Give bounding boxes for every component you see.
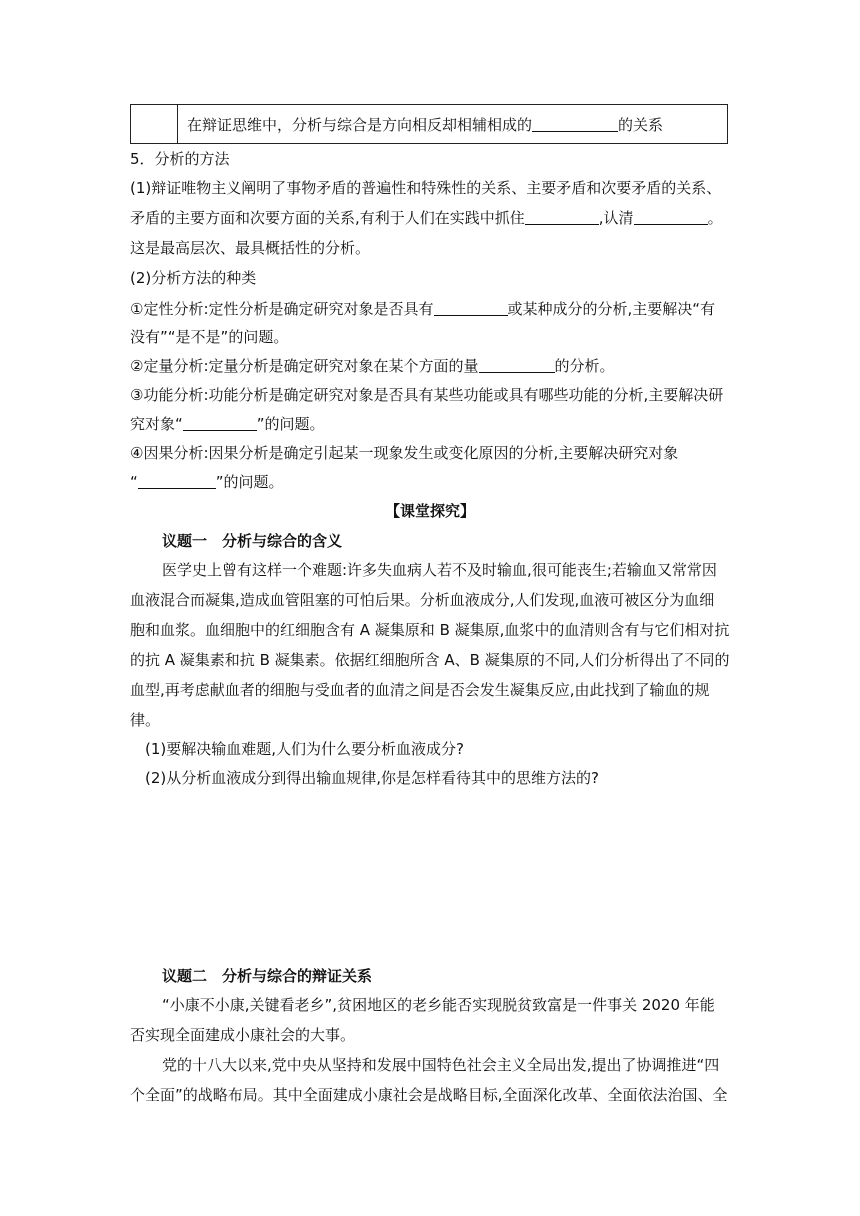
table-text-a: 在辩证思维中，分析与综合是方向相反却相辅相成的 xyxy=(187,115,533,134)
fill-blank[interactable] xyxy=(183,415,257,431)
paragraph-line: 个全面”的战略布局。其中全面建成小康社会是战略目标,全面深化改革、全面依法治国、全 xyxy=(130,1086,728,1104)
paragraph-line: 医学史上曾有这样一个难题:许多失血病人若不及时输血,很可能丧生;若输血又常常因 xyxy=(162,561,717,579)
section-title: 【课堂探究】 xyxy=(384,502,475,520)
list-item-cont: 没有”“是不是”的问题。 xyxy=(130,328,289,346)
paragraph-line: 血型,再考虑献血者的细胞与受血者的血清之间是否会发生凝集反应,由此找到了输血的规 xyxy=(130,681,710,699)
subheading: (2)分析方法的种类 xyxy=(130,269,257,287)
list-item-cont: “ ”的问题。 xyxy=(130,473,284,491)
fill-blank[interactable] xyxy=(434,300,508,316)
question-2: (2)从分析血液成分到得出输血规律,你是怎样看待其中的思维方法的? xyxy=(145,769,599,787)
paragraph-line: 党的十八大以来,党中央从坚持和发展中国特色社会主义全局出发,提出了协调推进“四 xyxy=(162,1056,720,1074)
section-heading: 5．分析的方法 xyxy=(130,150,230,168)
fill-blank[interactable] xyxy=(138,473,216,489)
summary-table-row xyxy=(130,104,728,144)
fill-blank[interactable] xyxy=(479,357,555,373)
topic-heading: 议题二 分析与综合的辩证关系 xyxy=(162,967,373,985)
list-item: ②定量分析:定量分析是确定研究对象在某个方面的量 的分析。 xyxy=(130,357,615,375)
fill-blank[interactable] xyxy=(634,209,708,225)
list-item: ④因果分析:因果分析是确定引起某一现象发生或变化原因的分析,主要解决研究对象 xyxy=(130,444,679,462)
paragraph-line: (1)辩证唯物主义阐明了事物矛盾的普遍性和特殊性的关系、主要矛盾和次要矛盾的关系、 xyxy=(130,179,722,197)
table-empty-cell xyxy=(131,105,178,143)
table-text-cell xyxy=(178,105,727,143)
paragraph-line: 的抗 A 凝集素和抗 B 凝集素。依据红细胞所含 A、B 凝集原的不同,人们分析得出了不同的 xyxy=(130,651,730,669)
paragraph-line: “小康不小康,关键看老乡”,贫困地区的老乡能否实现脱贫致富是一件事关 2020 年能 xyxy=(162,996,715,1014)
list-item-cont: 究对象“ ”的问题。 xyxy=(130,415,325,433)
paragraph-line: 否实现全面建成小康社会的大事。 xyxy=(130,1026,356,1044)
paragraph-line: 矛盾的主要方面和次要方面的关系,有利于人们在实践中抓住 ,认清 。 xyxy=(130,209,723,227)
paragraph-line: 律。 xyxy=(130,711,161,729)
topic-heading: 议题一 分析与综合的含义 xyxy=(162,532,343,550)
list-item: ①定性分析:定性分析是确定研究对象是否具有 或某种成分的分析,主要解决“有 xyxy=(130,300,716,318)
paragraph-line: 这是最高层次、最具概括性的分析。 xyxy=(130,239,371,257)
fill-blank[interactable] xyxy=(525,209,599,225)
table-text-b: 的关系 xyxy=(618,115,664,134)
paragraph-line: 胞和血浆。血细胞中的红细胞含有 A 凝集原和 B 凝集原,血浆中的血清则含有与它们相对抗 xyxy=(130,621,730,639)
fill-blank[interactable] xyxy=(532,116,618,132)
list-item: ③功能分析:功能分析是确定研究对象是否具有某些功能或具有哪些功能的分析,主要解决研 xyxy=(130,386,724,404)
question-1: (1)要解决输血难题,人们为什么要分析血液成分? xyxy=(145,740,464,758)
paragraph-line: 血液混合而凝集,造成血管阻塞的可怕后果。分析血液成分,人们发现,血液可被区分为血细 xyxy=(130,591,715,609)
